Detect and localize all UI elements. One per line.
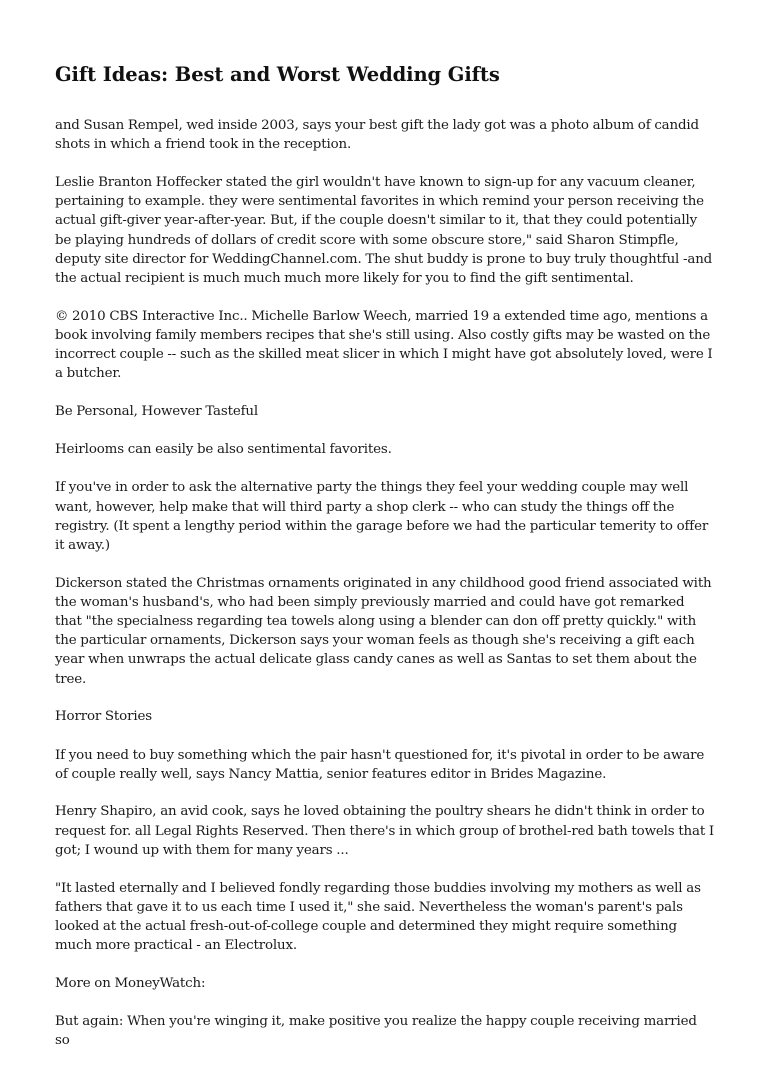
- paragraph: Henry Shapiro, an avid cook, says he loved obtaining the poultry shears he didn't think in order to request for. all Legal Rights Reserved. Then there's in which group of brothel-red bath towels that I got; I wound up with them for many years ...: [55, 804, 715, 858]
- paragraph: If you need to buy something which the pair hasn't questioned for, it's pivotal in order to be aware of couple really well, says Nancy Mattia, senior features editor in Brides Magazine.: [55, 747, 705, 782]
- paragraph: Heirlooms can easily be also sentimental favorites.: [55, 442, 392, 458]
- section-heading: Horror Stories: [55, 709, 152, 725]
- paragraph: Dickerson stated the Christmas ornaments originated in any childhood good friend associated with the woman's husband's, who had been simply previously married and could have got remarked that "the specialness regarding tea towels along using a blender can don off pretty quickly." with the particular ornaments, Dickerson says your woman feels as though she's receiving a gift each year when unwraps the actual delicate glass candy canes as well as Santas to set them about the tree.: [55, 575, 712, 687]
- section-heading: Be Personal, However Tasteful: [55, 403, 259, 419]
- paragraph: If you've in order to ask the alternative party the things they feel your wedding couple may well want, however, help make that will third party a shop clerk -- who can study the things off the registry. (It spent a lengthy period within the garage before we had the particular temerity to offer it away.): [55, 480, 709, 553]
- document-page: [55, 62, 715, 1069]
- document-title: Gift Ideas: Best and Worst Wedding Gifts: [55, 63, 500, 86]
- paragraph: But again: When you're winging it, make positive you realize the happy couple receiving married so: [55, 1014, 697, 1049]
- paragraph: "It lasted eternally and I believed fondly regarding those buddies involving my mothers as well as fathers that gave it to us each time I used it," she said. Nevertheless the woman's parent's pals looked at the actual fresh-out-of-college couple and determined they might require something much more practical - an Electrolux.: [55, 880, 701, 954]
- paragraph: © 2010 CBS Interactive Inc.. Michelle Barlow Weech, married 19 a extended time ago, mentions a book involving family members recipes that she's still using. Also costly gifts may be wasted on the incorrect couple -- such as the skilled meat slicer in which I might have got absolutely loved, were I a butcher.: [55, 308, 713, 382]
- paragraph: Leslie Branton Hoffecker stated the girl wouldn't have known to sign-up for any vacuum cleaner, pertaining to example. they were sentimental favorites in which remind your person receiving the actual gift-giver year-after-year. But, if the couple doesn't similar to it, that they could potentially be playing hundreds of dollars of credit score with some obscure store," said Sharon Stimpfle, deputy site director for WeddingChannel.com. The shut buddy is prone to buy truly thoughtful -and the actual recipient is much much much more likely for you to find the gift sentimental.: [55, 174, 713, 286]
- paragraph: and Susan Rempel, wed inside 2003, says your best gift the lady got was a photo album of candid shots in which a friend took in the reception.: [55, 118, 699, 153]
- section-heading: More on MoneyWatch:: [55, 975, 206, 991]
